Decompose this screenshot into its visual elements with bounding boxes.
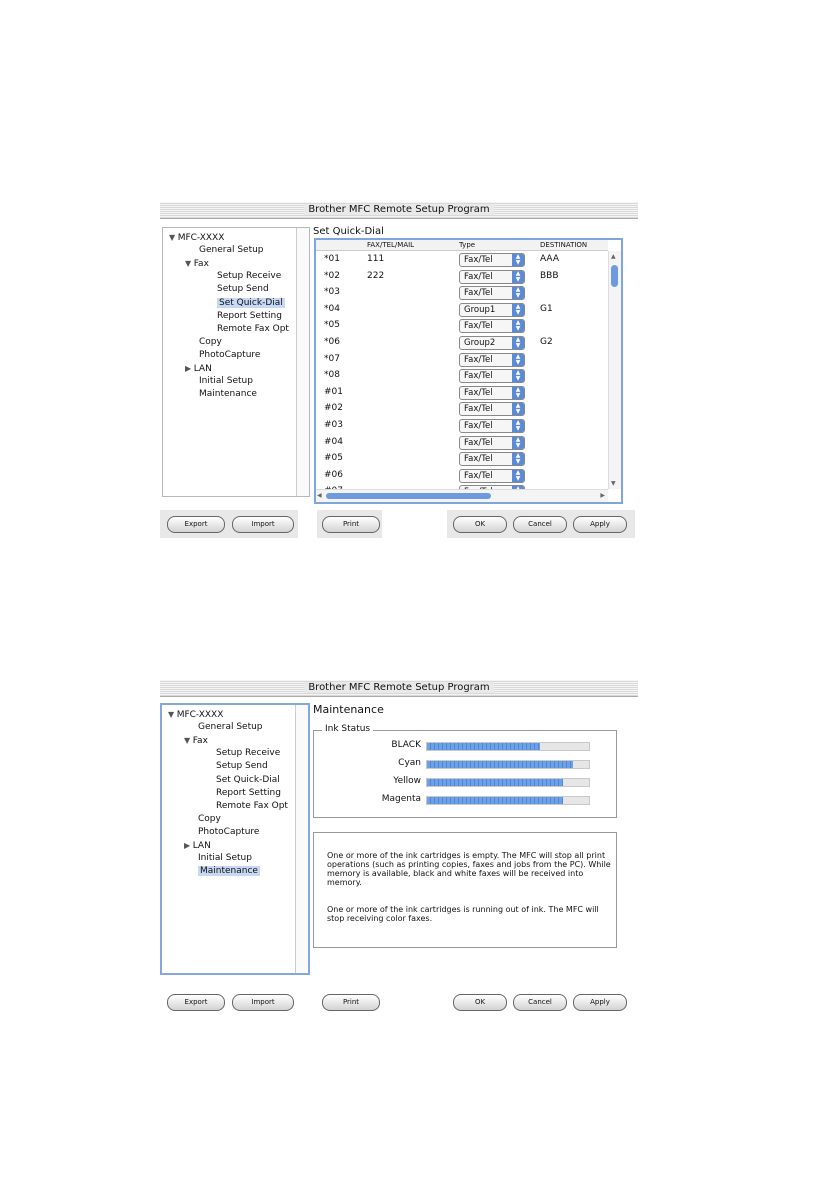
disclosure-down-icon[interactable]: ▼ xyxy=(168,710,177,719)
updown-arrows-icon[interactable]: ▲ ▼ xyxy=(512,420,524,432)
updown-arrows-icon[interactable]: ▲ ▼ xyxy=(512,470,524,482)
table-row xyxy=(316,400,608,417)
row-id: *08 xyxy=(324,370,340,381)
tree-item-label: PhotoCapture xyxy=(199,349,261,360)
apply-button[interactable]: Apply xyxy=(573,994,627,1011)
ink-level-fill xyxy=(427,779,563,786)
tree-item[interactable] xyxy=(184,840,211,852)
export-button[interactable]: Export xyxy=(167,994,225,1011)
tree-item[interactable] xyxy=(185,258,209,270)
updown-arrows-icon[interactable]: ▲ ▼ xyxy=(512,403,524,415)
message-box xyxy=(313,832,617,948)
right-button-bar xyxy=(447,988,635,1016)
updown-arrows-icon[interactable]: ▲ ▼ xyxy=(512,254,524,266)
tree-item-label: Setup Send xyxy=(217,284,269,295)
type-select-value: Group1 xyxy=(464,304,496,315)
destination-cell[interactable]: G2 xyxy=(540,337,553,347)
table-row xyxy=(316,317,608,334)
updown-arrows-icon[interactable]: ▲ ▼ xyxy=(512,387,524,399)
panel-title: Set Quick-Dial xyxy=(313,226,384,237)
left-button-bar xyxy=(160,510,298,538)
print-button[interactable]: Print xyxy=(322,516,380,533)
updown-arrows-icon[interactable]: ▲ ▼ xyxy=(512,320,524,332)
message-empty: One or more of the ink cartridges is empty. The MFC will stop all print operations (such as printing copies, faxes and jobs from the PC). While memory is available, black and white faxes will be received into memory. xyxy=(327,851,611,887)
row-id: #01 xyxy=(324,386,343,397)
tree-item-label: Set Quick-Dial xyxy=(219,297,283,308)
tree-item[interactable] xyxy=(184,735,208,747)
tree-item-label: Copy xyxy=(198,813,221,824)
tree-item[interactable] xyxy=(169,232,224,244)
tree-item[interactable] xyxy=(199,376,253,387)
tree-item-label: Fax xyxy=(193,259,209,270)
destination-cell[interactable]: BBB xyxy=(540,270,559,281)
type-select-value: Fax/Tel xyxy=(464,321,493,332)
row-id: #04 xyxy=(324,436,343,447)
updown-arrows-icon[interactable]: ▲ ▼ xyxy=(512,370,524,382)
tree-item-label: LAN xyxy=(192,841,211,851)
scroll-right-icon[interactable]: ▶ xyxy=(600,492,605,499)
row-id: #05 xyxy=(324,453,343,464)
disclosure-down-icon[interactable]: ▼ xyxy=(169,233,178,242)
tree-item-label: Fax xyxy=(192,736,208,747)
tree-item-label: Setup Send xyxy=(216,761,268,772)
tree-item[interactable] xyxy=(216,761,268,772)
destination-cell[interactable]: AAA xyxy=(540,254,559,264)
vertical-scroll-thumb[interactable] xyxy=(611,265,618,287)
tree-item-label: Set Quick-Dial xyxy=(216,774,280,785)
type-select-value: Fax/Tel xyxy=(464,387,493,398)
tree-item-label: Maintenance xyxy=(200,866,258,877)
ok-button[interactable]: OK xyxy=(453,994,507,1011)
tree-item[interactable] xyxy=(217,298,285,309)
tree-item[interactable] xyxy=(216,788,281,799)
table-vertical-scrollbar[interactable] xyxy=(608,251,621,489)
fax-number-cell[interactable]: 222 xyxy=(367,270,385,281)
row-id: #06 xyxy=(324,469,343,480)
table-row xyxy=(316,284,608,301)
tree-item[interactable] xyxy=(217,271,281,282)
cancel-button[interactable]: Cancel xyxy=(513,516,567,533)
disclosure-right-icon[interactable]: ▶ xyxy=(184,841,193,850)
window-title: Brother MFC Remote Setup Program xyxy=(304,204,493,215)
panel-title: Maintenance xyxy=(313,703,384,716)
left-button-bar xyxy=(160,988,298,1016)
ink-status-label: Ink Status xyxy=(322,724,373,734)
ink-row xyxy=(314,757,616,771)
ok-button[interactable]: OK xyxy=(453,516,507,533)
tree-item[interactable] xyxy=(199,389,257,400)
type-select[interactable] xyxy=(459,270,525,284)
ink-level-bar xyxy=(426,778,590,787)
table-row xyxy=(316,467,608,484)
tree-item[interactable] xyxy=(198,827,259,838)
cancel-button[interactable]: Cancel xyxy=(513,994,567,1011)
type-select-value: Fax/Tel xyxy=(464,271,493,282)
table-row xyxy=(316,417,608,434)
ink-status-group xyxy=(313,724,617,818)
type-select-value: Fax/Tel xyxy=(464,371,493,382)
scroll-up-icon[interactable]: ▲ xyxy=(611,253,616,260)
import-button[interactable]: Import xyxy=(232,516,294,533)
ink-level-bar xyxy=(426,742,590,751)
updown-arrows-icon[interactable]: ▲ ▼ xyxy=(512,337,524,349)
import-button[interactable]: Import xyxy=(232,994,294,1011)
type-select-value: Fax/Tel xyxy=(464,404,493,415)
tree-item[interactable] xyxy=(216,801,288,812)
updown-arrows-icon[interactable]: ▲ ▼ xyxy=(512,287,524,299)
ink-name: BLACK xyxy=(391,740,421,750)
scroll-down-icon[interactable]: ▼ xyxy=(611,480,616,487)
type-select-value: Fax/Tel xyxy=(464,255,493,265)
table-row xyxy=(316,384,608,401)
print-button[interactable]: Print xyxy=(322,994,380,1011)
tree-item-label: Maintenance xyxy=(199,389,257,400)
updown-arrows-icon[interactable]: ▲ ▼ xyxy=(512,453,524,465)
message-low: One or more of the ink cartridges is running out of ink. The MFC will stop receiving color faxes. xyxy=(327,905,599,923)
tree-item[interactable] xyxy=(198,866,260,877)
row-id: *04 xyxy=(324,303,340,314)
type-select-value: Fax/Tel xyxy=(464,470,493,481)
type-select[interactable] xyxy=(459,303,525,317)
row-id: #02 xyxy=(324,403,343,414)
ink-row xyxy=(314,739,616,753)
table-row xyxy=(316,251,608,268)
tree-item-label: General Setup xyxy=(199,245,264,256)
tree-item-label: Copy xyxy=(199,336,222,347)
tree-item[interactable] xyxy=(216,775,280,786)
type-select-value: Fax/Tel xyxy=(464,354,493,365)
tree-item-label: Remote Fax Opt xyxy=(216,800,288,811)
tree-item[interactable] xyxy=(198,814,221,825)
type-select[interactable] xyxy=(459,319,525,333)
type-select[interactable] xyxy=(459,286,525,300)
tree-item-label: Initial Setup xyxy=(199,376,253,387)
row-id: *03 xyxy=(324,287,340,298)
table-row xyxy=(316,301,608,318)
row-id: *07 xyxy=(324,353,340,364)
type-select[interactable] xyxy=(459,419,525,433)
apply-button[interactable]: Apply xyxy=(573,516,627,533)
table-row xyxy=(316,434,608,451)
tree-item-label: LAN xyxy=(193,364,212,374)
updown-arrows-icon[interactable]: ▲ ▼ xyxy=(512,354,524,366)
table-header xyxy=(316,240,608,251)
tree-item-label: PhotoCapture xyxy=(198,826,260,837)
type-select-value: Fax/Tel xyxy=(464,437,493,448)
column-header-destination[interactable]: DESTINATION xyxy=(540,241,588,249)
tree-item[interactable] xyxy=(199,245,264,256)
destination-cell[interactable]: G1 xyxy=(540,303,553,314)
print-button-bar xyxy=(317,510,382,538)
tree-scrollbar[interactable] xyxy=(296,228,309,496)
export-button[interactable]: Export xyxy=(167,516,225,533)
tree-item-label: Setup Receive xyxy=(216,748,281,759)
type-select[interactable] xyxy=(459,469,525,483)
tree-item[interactable] xyxy=(199,337,222,348)
table-row xyxy=(316,268,608,285)
type-select-value: Fax/Tel xyxy=(464,288,493,299)
tree-item-label: Remote Fax Opt xyxy=(217,323,289,334)
tree-item[interactable] xyxy=(198,722,263,733)
type-select[interactable] xyxy=(459,353,525,367)
ink-level-bar xyxy=(426,796,590,805)
ink-level-fill xyxy=(427,761,573,768)
window-title: Brother MFC Remote Setup Program xyxy=(304,682,493,693)
tree-item-label: MFC-XXXX xyxy=(176,710,224,720)
tree-item-label: Setup Receive xyxy=(217,271,282,282)
tree-item-label: Report Setting xyxy=(217,310,282,321)
disclosure-down-icon[interactable]: ▼ xyxy=(185,259,194,269)
row-id: #03 xyxy=(324,420,343,430)
disclosure-right-icon[interactable]: ▶ xyxy=(185,364,194,373)
table-row xyxy=(316,334,608,351)
row-id: *01 xyxy=(324,254,340,264)
type-select-value: Group2 xyxy=(464,338,496,348)
tree-item[interactable] xyxy=(198,853,252,864)
updown-arrows-icon[interactable]: ▲ ▼ xyxy=(512,304,524,316)
table-row xyxy=(316,450,608,467)
row-id: *06 xyxy=(324,337,340,347)
ink-level-fill xyxy=(427,743,540,750)
window-titlebar[interactable] xyxy=(160,202,638,219)
ink-name: Magenta xyxy=(381,794,421,804)
fax-number-cell[interactable]: 111 xyxy=(367,254,385,264)
type-select[interactable] xyxy=(459,436,525,450)
tree-item[interactable] xyxy=(199,350,260,361)
print-button-bar xyxy=(317,988,382,1016)
updown-arrows-icon[interactable]: ▲ ▼ xyxy=(512,271,524,283)
table-body xyxy=(316,251,608,489)
type-select[interactable] xyxy=(459,452,525,466)
scroll-left-icon[interactable]: ◀ xyxy=(317,492,322,499)
disclosure-down-icon[interactable]: ▼ xyxy=(184,736,193,746)
quick-dial-table xyxy=(314,238,623,504)
settings-tree xyxy=(160,703,310,975)
tree-scrollbar[interactable] xyxy=(295,705,308,973)
table-row xyxy=(316,367,608,384)
table-horizontal-scrollbar[interactable] xyxy=(316,489,608,502)
ink-level-bar xyxy=(426,760,590,769)
ink-row xyxy=(314,775,616,789)
updown-arrows-icon[interactable]: ▲ ▼ xyxy=(512,437,524,449)
tree-item-label: Report Setting xyxy=(216,787,281,798)
type-select[interactable] xyxy=(459,402,525,416)
tree-item[interactable] xyxy=(217,324,289,335)
window-titlebar[interactable] xyxy=(160,680,638,697)
right-button-bar xyxy=(447,510,635,538)
maintenance-window xyxy=(160,680,638,1015)
type-select-value: Fax/Tel xyxy=(464,454,493,465)
ink-row xyxy=(314,793,616,807)
table-row xyxy=(316,351,608,368)
type-select-value: Fax/Tel xyxy=(464,421,493,431)
column-header-fax[interactable]: FAX/TEL/MAIL xyxy=(367,241,415,249)
ink-level-fill xyxy=(427,797,563,804)
tree-item[interactable] xyxy=(217,311,282,322)
column-header-type[interactable]: Type xyxy=(459,241,476,249)
tree-item-label: General Setup xyxy=(198,722,263,733)
row-id: *05 xyxy=(324,320,340,331)
tree-item[interactable] xyxy=(217,284,269,295)
horizontal-scroll-thumb[interactable] xyxy=(326,493,491,499)
row-id: *02 xyxy=(324,270,340,281)
type-select[interactable] xyxy=(459,336,525,350)
type-select[interactable] xyxy=(459,253,525,267)
tree-item-label: MFC-XXXX xyxy=(177,233,225,243)
tree-item[interactable] xyxy=(216,748,280,759)
type-select[interactable] xyxy=(459,369,525,383)
tree-item[interactable] xyxy=(185,363,212,375)
quick-dial-window xyxy=(160,202,638,537)
tree-item-label: Initial Setup xyxy=(198,853,252,864)
ink-name: Yellow xyxy=(393,776,421,786)
ink-name: Cyan xyxy=(398,758,421,768)
type-select[interactable] xyxy=(459,386,525,400)
tree-item[interactable] xyxy=(168,709,223,721)
settings-tree xyxy=(162,227,310,497)
